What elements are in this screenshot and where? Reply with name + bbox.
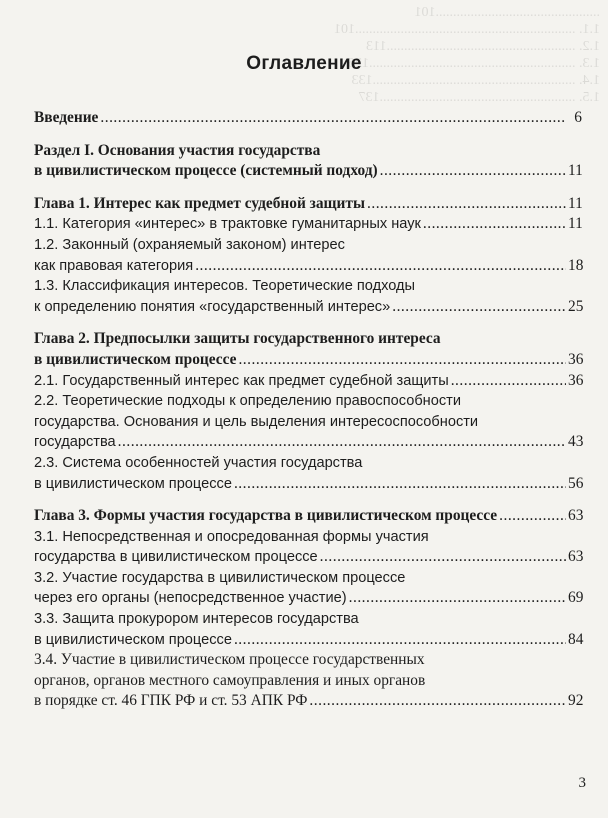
toc-page-number: 11 [568, 162, 583, 180]
dot-leader [234, 474, 566, 495]
toc-line [34, 256, 582, 277]
table-of-contents [34, 108, 582, 712]
toc-line-text: Раздел I. Основания участия государства [34, 141, 321, 159]
toc-line [34, 161, 582, 182]
toc-line [34, 506, 582, 527]
toc-line [34, 691, 582, 712]
toc-line [34, 350, 582, 371]
toc-line-text: 2.2. Теоретические подходы к определению правоспособности [34, 393, 461, 410]
dot-leader [195, 256, 566, 277]
toc-line-text: в цивилистическом процессе [34, 350, 237, 368]
toc-page-number: 92 [568, 692, 584, 710]
toc-line [34, 568, 582, 589]
toc-section-entry [34, 391, 582, 453]
page-title: Оглавление [246, 52, 362, 74]
dot-leader [349, 588, 566, 609]
toc-line-text: в порядке ст. 46 ГПК РФ и ст. 53 АПК РФ [34, 692, 308, 710]
toc-page-number: 25 [568, 297, 584, 315]
dot-leader [367, 194, 566, 215]
toc-line [34, 276, 582, 297]
toc-page-number: 63 [568, 507, 584, 525]
toc-line-text: 2.1. Государственный интерес как предмет судебной защиты [34, 372, 449, 389]
toc-chapter-entry [34, 108, 582, 129]
toc-line [34, 671, 582, 692]
toc-chapter-entry [34, 329, 582, 370]
toc-page-number: 18 [568, 256, 584, 274]
toc-line-text: в цивилистическом процессе [34, 631, 232, 648]
toc-line-text: органов, органов местного самоуправления и иных органов [34, 671, 426, 689]
toc-line-text: к определению понятия «государственный интерес» [34, 298, 391, 315]
dot-leader [499, 506, 566, 527]
toc-line [34, 329, 582, 350]
toc-line-text: государства в цивилистическом процессе [34, 549, 318, 566]
toc-page-number: 11 [568, 194, 583, 212]
toc-section-entry [34, 235, 582, 276]
toc-page-number: 6 [574, 109, 582, 126]
toc-line [34, 630, 582, 651]
toc-page-number: 56 [568, 474, 584, 492]
dot-leader [234, 630, 566, 651]
toc-section-entry [34, 371, 582, 392]
toc-chapter-entry [34, 194, 582, 215]
toc-section-entry [34, 609, 582, 650]
dot-leader [451, 371, 566, 392]
dot-leader [392, 297, 566, 318]
page-number: 3 [578, 775, 586, 791]
toc-page-number: 11 [568, 215, 583, 233]
toc-line-text: в цивилистическом процессе [34, 475, 232, 492]
toc-line-text: через его органы (непосредственное участие) [34, 590, 347, 607]
toc-section-entry [34, 527, 582, 568]
toc-line-text: Глава 1. Интерес как предмет судебной защиты [34, 194, 365, 212]
toc-chapter-entry [34, 141, 582, 182]
toc-line-text: 1.1. Категория «интерес» в трактовке гуманитарных наук [34, 216, 421, 233]
toc-line-text: государства [34, 434, 116, 451]
toc-page-number: 36 [568, 350, 584, 368]
toc-section-entry [34, 453, 582, 494]
toc-line-text: 1.2. Законный (охраняемый законом) интерес [34, 236, 345, 253]
dot-leader [380, 161, 566, 182]
toc-line [34, 371, 582, 392]
dot-leader [423, 214, 566, 235]
toc-section-entry [34, 650, 582, 712]
toc-line-text: 1.3. Классификация интересов. Теоретические подходы [34, 278, 416, 295]
toc-line [34, 108, 582, 129]
toc-line [34, 297, 582, 318]
toc-line-text: 2.3. Система особенностей участия государства [34, 454, 363, 471]
toc-line [34, 588, 582, 609]
toc-line-text: Глава 2. Предпосылки защиты государственного интереса [34, 330, 441, 348]
toc-line-text: Введение [34, 109, 99, 126]
dot-leader [118, 432, 566, 453]
toc-line-text: 3.1. Непосредственная и опосредованная формы участия [34, 528, 429, 545]
toc-line [34, 474, 582, 495]
toc-line-text: 3.4. Участие в цивилистическом процессе государственных [34, 651, 425, 669]
dot-leader [320, 547, 566, 568]
toc-line [34, 547, 582, 568]
toc-line [34, 527, 582, 548]
toc-section-entry [34, 214, 582, 235]
toc-page-number: 43 [568, 433, 584, 451]
toc-line [34, 650, 582, 671]
toc-line [34, 235, 582, 256]
toc-page-number: 69 [568, 589, 584, 607]
toc-line [34, 453, 582, 474]
toc-line-text: государства. Основания и цель выделения интересоспособности [34, 413, 479, 430]
toc-line [34, 609, 582, 630]
toc-page-number: 36 [568, 371, 584, 389]
toc-line [34, 432, 582, 453]
toc-line [34, 214, 582, 235]
toc-page-number: 63 [568, 548, 584, 566]
toc-line [34, 391, 582, 412]
dot-leader [238, 350, 566, 371]
dot-leader [100, 108, 566, 129]
toc-line [34, 412, 582, 433]
toc-line [34, 194, 582, 215]
toc-line-text: 3.2. Участие государства в цивилистическом процессе [34, 569, 406, 586]
toc-line [34, 141, 582, 162]
toc-line-text: как правовая категория [34, 257, 194, 274]
toc-chapter-entry [34, 506, 582, 527]
toc-section-entry [34, 276, 582, 317]
toc-section-entry [34, 568, 582, 609]
toc-page-number: 84 [568, 630, 584, 648]
toc-line-text: Глава 3. Формы участия государства в цивилистическом процессе [34, 507, 498, 525]
toc-line-text: в цивилистическом процессе (системный подход) [34, 162, 378, 180]
dot-leader [309, 691, 566, 712]
toc-line-text: 3.3. Защита прокурором интересов государства [34, 611, 359, 628]
bleed-through-text: ...............................................101 1.1. ...............................................................101 1.2. ......................................................113 1.3. ...........................................................126 1.4. ..........................................................133 1.5. ........................................................137 [334, 5, 600, 105]
